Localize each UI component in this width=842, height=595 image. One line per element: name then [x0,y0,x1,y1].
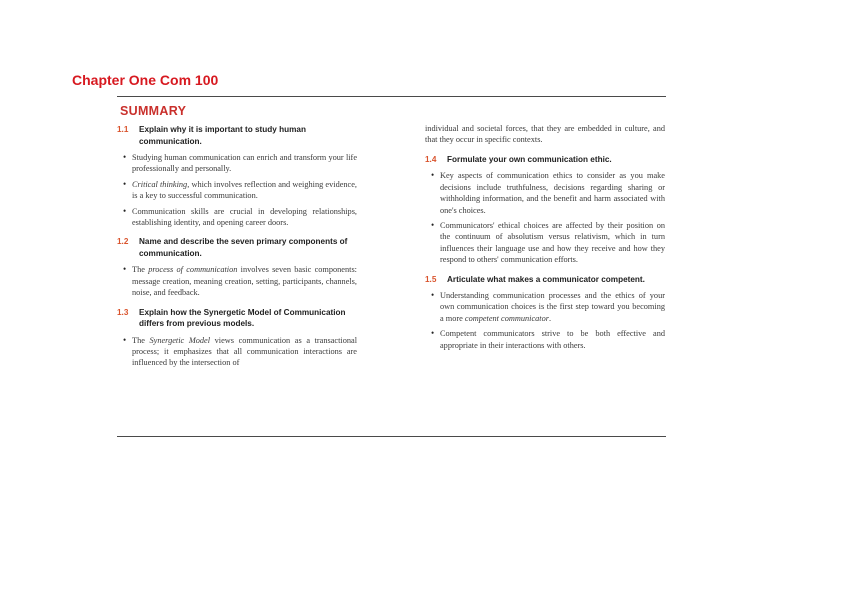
term-synergetic-model: Synergetic Model [149,335,211,345]
bullet-icon: • [123,334,127,345]
bullet-icon: • [431,328,435,339]
list-item: • The Synergetic Model views communication as a transactional process; it emphasizes that all communication interactions are influenced by the intersection of [123,334,357,368]
list-item: • Critical thinking, which involves reflection and weighing evidence, is a key to successful communication. [123,178,357,201]
bullet-icon: • [123,152,127,162]
objective-title: Explain how the Synergetic Model of Communication differs from previous models. [139,307,346,329]
objective-1-2 [117,236,357,259]
objective-number: 1.4 [425,154,437,164]
objective-number: 1.2 [117,237,129,247]
objective-title: Name and describe the seven primary components of communication. [139,237,348,258]
objective-1-4 [425,154,665,166]
objective-number: 1.3 [117,307,129,317]
list-item: • Communicators' ethical choices are affected by their position on the continuum of absolutism versus relativism, which in turn influences their language use and how they receive and how they respond to others' communication efforts. [431,219,665,265]
objective-number: 1.5 [425,274,437,284]
summary-heading: SUMMARY [120,104,187,118]
objective-title: Articulate what makes a communicator competent. [447,274,645,284]
summary-right-column [425,123,665,355]
term-competent-communicator: competent communicator [464,313,549,323]
objective-number: 1.1 [117,125,129,134]
term-process-of-communication: process of communication [148,265,238,275]
summary-left-column [117,124,357,373]
term-critical-thinking: Critical thinking [132,179,188,189]
bullet-icon: • [431,219,435,230]
objective-1-1 [117,124,357,147]
list-item: • The process of communication involves seven basic components: message creation, meaning creation, setting, participants, channels, noise, and feedback. [123,264,357,298]
bullet-icon: • [431,290,435,301]
list-item: • Studying human communication can enrich and transform your life professionally and personally. [123,152,357,174]
page-title: Chapter One Com 100 [72,72,219,88]
objective-title: Explain why it is important to study human communication. [139,125,306,146]
bullet-icon: • [123,264,127,275]
bottom-divider [117,436,666,437]
top-divider [117,96,666,97]
list-item: • Understanding communication processes and the ethics of your own communication choices is the first step toward you becoming a more competent communicator. [431,290,665,323]
objective-1-5 [425,274,665,286]
objective-title: Formulate your own communication ethic. [447,154,612,164]
bullet-icon: • [123,178,127,189]
list-item: • Communication skills are crucial in developing relationships, establishing identity, and opening career doors. [123,205,357,228]
objective-1-3 [117,307,357,330]
continued-text: individual and societal forces, that they are embedded in culture, and that they occur in specific contexts. [425,124,665,145]
bullet-icon: • [431,170,435,181]
list-item: • Key aspects of communication ethics to consider as you make decisions include truthfulness, decisions regarding sharing or withholding information, and the benefit and harm associated with one's choices. [431,170,665,215]
bullet-icon: • [123,205,127,216]
list-item: • Competent communicators strive to be both effective and appropriate in their interactions with others. [431,328,665,350]
